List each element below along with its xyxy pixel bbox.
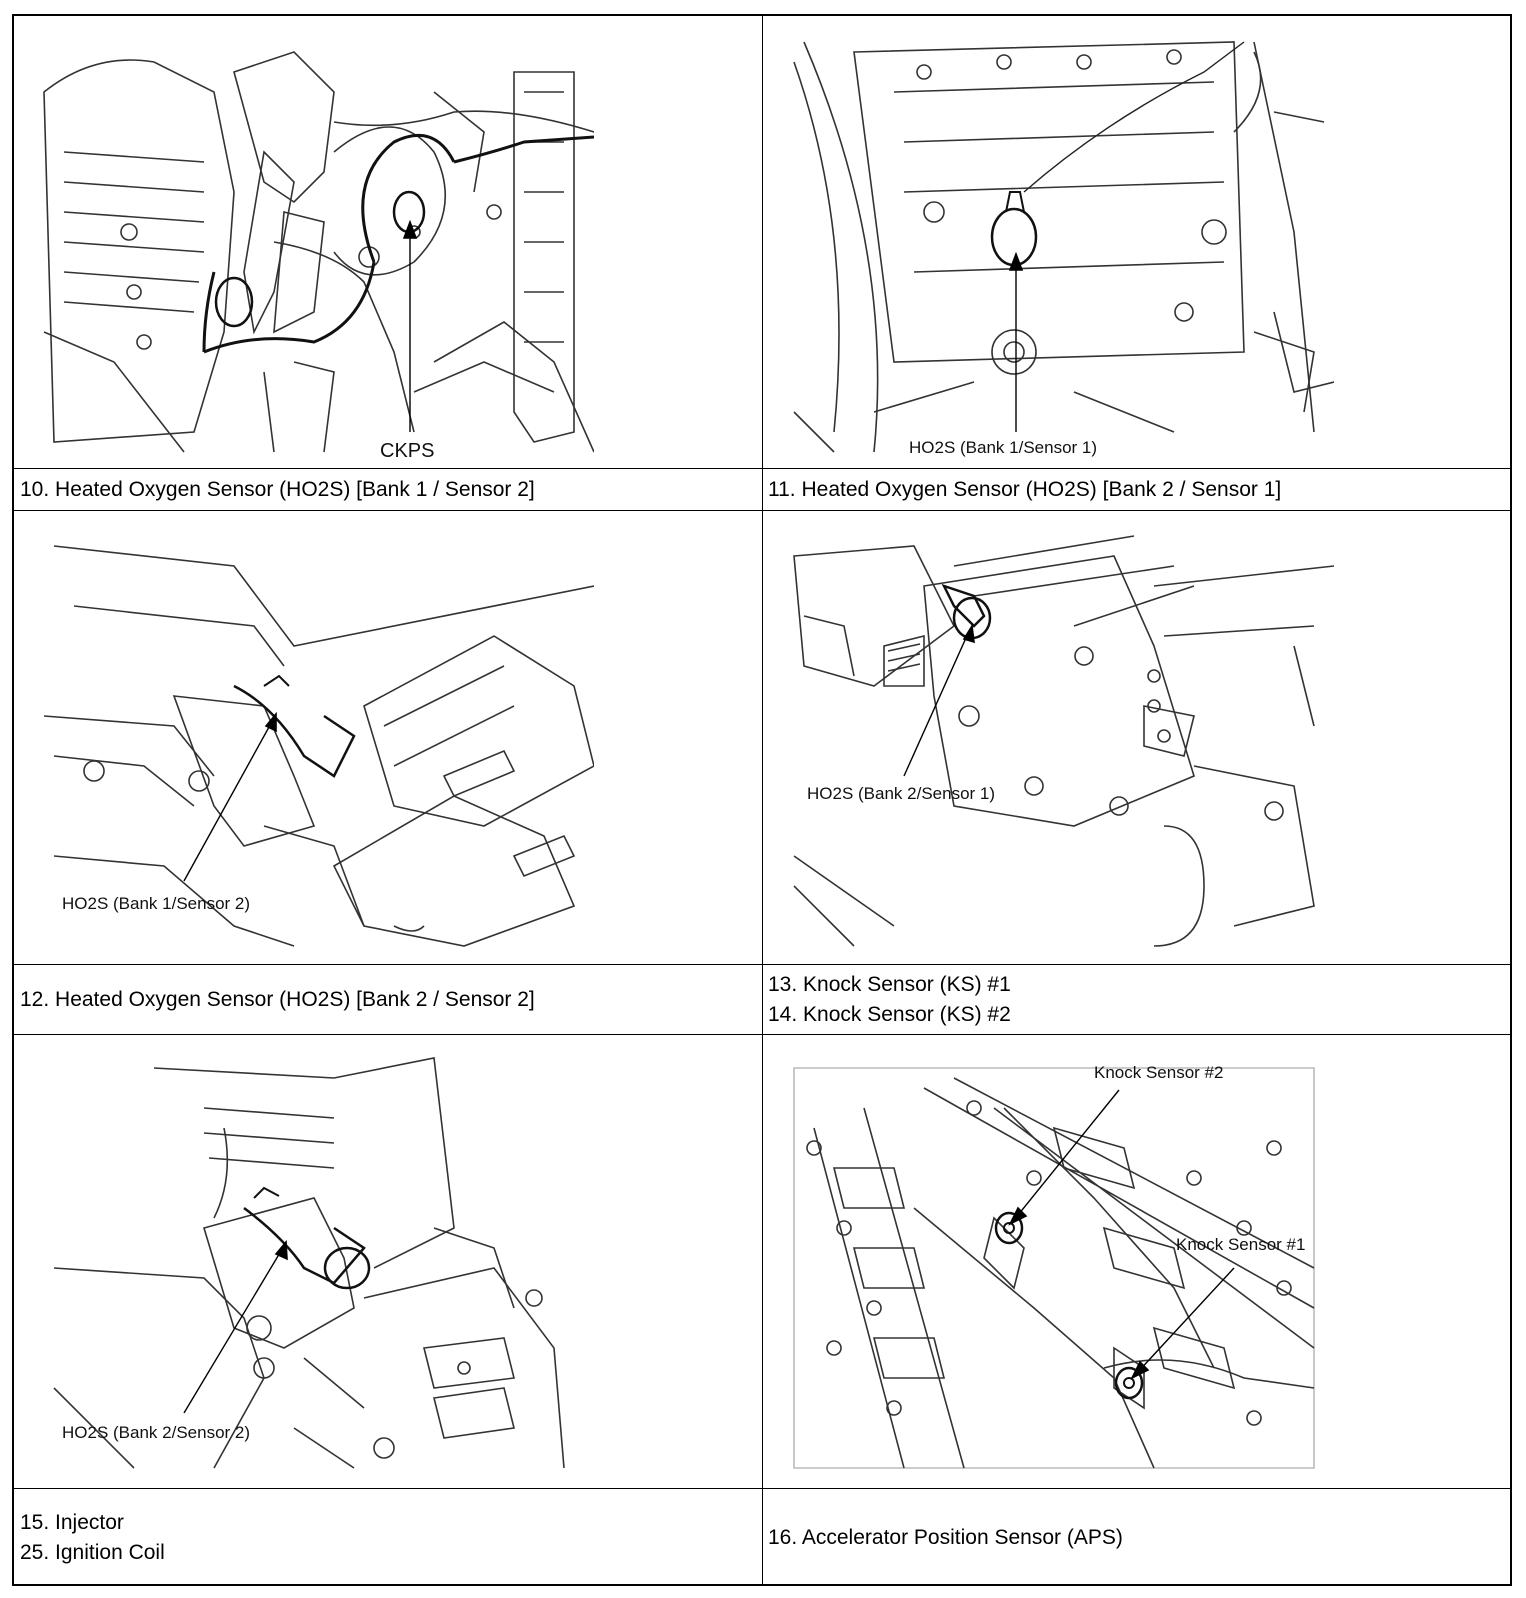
caption-row3-right <box>768 1491 1504 1585</box>
caption-ho2s-bank1-sensor2: 10. Heated Oxygen Sensor (HO2S) [Bank 1 / Sensor 2] <box>20 478 535 501</box>
ho2s-bank2-sensor1-illustration <box>774 526 1334 956</box>
ho2s-bank1-sensor1-label: HO2S (Bank 1/Sensor 1) <box>909 438 1098 457</box>
ho2s-bank2-sensor1-label: HO2S (Bank 2/Sensor 1) <box>807 784 996 803</box>
caption-ho2s-bank2-sensor2: 12. Heated Oxygen Sensor (HO2S) [Bank 2 / Sensor 2] <box>20 988 535 1011</box>
caption-row1-right <box>768 471 1504 509</box>
row-divider <box>14 468 1510 469</box>
row-divider <box>14 964 1510 965</box>
row-divider <box>14 1034 1510 1035</box>
ho2s-bank1-sensor1-illustration <box>774 32 1334 462</box>
knock-sensor-illustration <box>774 1048 1334 1478</box>
knock-sensor-1-label: Knock Sensor #1 <box>1176 1235 1306 1254</box>
caption-knock-sensor-1: 13. Knock Sensor (KS) #1 <box>768 973 1011 996</box>
caption-row3-left <box>20 1491 756 1585</box>
ckps-illustration <box>34 32 594 462</box>
ho2s-bank1-sensor2-illustration <box>34 526 594 956</box>
diagram-table <box>12 14 1512 1586</box>
ho2s-bank1-sensor2-label: HO2S (Bank 1/Sensor 2) <box>62 894 251 913</box>
column-divider <box>762 16 763 1584</box>
caption-knock-sensor-2: 14. Knock Sensor (KS) #2 <box>768 1003 1011 1026</box>
caption-ho2s-bank2-sensor1: 11. Heated Oxygen Sensor (HO2S) [Bank 2 / Sensor 1] <box>768 478 1282 501</box>
caption-accelerator-position-sensor: 16. Accelerator Position Sensor (APS) <box>768 1526 1123 1549</box>
knock-sensor-2-label: Knock Sensor #2 <box>1094 1063 1224 1082</box>
ho2s-bank2-sensor2-illustration <box>34 1048 594 1478</box>
row-divider <box>14 1488 1510 1489</box>
caption-ignition-coil: 25. Ignition Coil <box>20 1541 165 1564</box>
caption-injector: 15. Injector <box>20 1511 124 1534</box>
ho2s-bank2-sensor2-label: HO2S (Bank 2/Sensor 2) <box>62 1423 251 1442</box>
caption-row2-left <box>20 967 756 1033</box>
row-divider <box>14 510 1510 511</box>
ckps-label: CKPS <box>380 440 435 462</box>
caption-row1-left <box>20 471 756 509</box>
caption-row2-right <box>768 967 1504 1033</box>
